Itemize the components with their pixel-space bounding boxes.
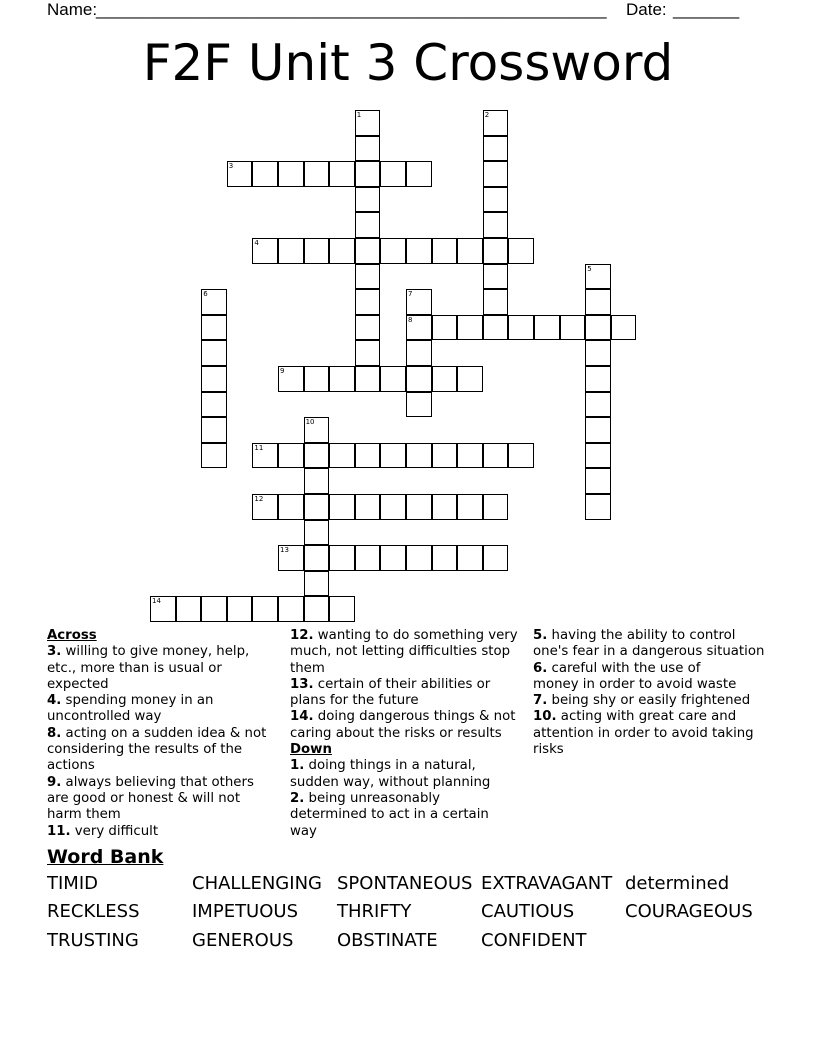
word-bank-item: TRUSTING — [47, 930, 139, 951]
grid-cell[interactable] — [406, 238, 432, 264]
grid-cell[interactable] — [483, 264, 509, 290]
grid-cell[interactable] — [201, 289, 227, 315]
grid-cell[interactable] — [457, 366, 483, 392]
grid-cell[interactable] — [355, 545, 381, 571]
grid-cell[interactable] — [406, 392, 432, 418]
grid-cell[interactable] — [483, 110, 509, 136]
clue-across-13 — [290, 677, 505, 710]
grid-cell[interactable] — [355, 366, 381, 392]
cell-number: 9 — [280, 367, 285, 375]
word-bank-item: SPONTANEOUS — [337, 873, 473, 894]
clue-across-4 — [47, 693, 279, 726]
grid-cell[interactable] — [304, 468, 330, 494]
grid-cell[interactable] — [252, 238, 278, 264]
clue-number: 3. — [47, 644, 62, 660]
grid-cell[interactable] — [380, 494, 406, 520]
clue-text: doing things in a natural, sudden way, without planning — [290, 758, 491, 790]
grid-cell[interactable] — [329, 596, 355, 622]
grid-cell[interactable] — [406, 494, 432, 520]
grid-cell[interactable] — [304, 571, 330, 597]
clue-across-8 — [47, 726, 283, 775]
grid-cell[interactable] — [483, 161, 509, 187]
grid-cell[interactable] — [483, 187, 509, 213]
cell-number: 2 — [484, 111, 490, 119]
clue-number: 13. — [290, 676, 314, 692]
grid-cell[interactable] — [329, 443, 355, 469]
clue-down-2 — [290, 791, 502, 840]
clue-number: 8. — [47, 725, 62, 741]
cell-number: 7 — [408, 290, 413, 299]
word-bank-item: determined — [625, 873, 730, 894]
word-bank-item: RECKLESS — [47, 901, 140, 922]
cell-number: 11 — [254, 443, 264, 452]
grid-cell[interactable] — [278, 366, 304, 392]
clue-across-12 — [290, 628, 526, 677]
grid-cell[interactable] — [278, 238, 304, 264]
grid-cell[interactable] — [585, 443, 611, 469]
grid-cell[interactable] — [585, 340, 611, 366]
grid-cell[interactable] — [304, 238, 330, 264]
grid-cell[interactable] — [176, 596, 202, 622]
grid-cell[interactable] — [355, 494, 381, 520]
name-label: Name: — [47, 0, 98, 19]
grid-cell[interactable] — [585, 468, 611, 494]
page-title: F2F Unit 3 Crossword — [142, 34, 674, 92]
clues-column-1 — [47, 628, 279, 840]
clue-down-6 — [533, 661, 748, 694]
clue-number: 14. — [290, 709, 314, 725]
grid-cell[interactable] — [406, 443, 432, 469]
clue-text: certain of their abilities or plans for the future — [290, 676, 491, 709]
word-bank-item: CONFIDENT — [481, 930, 587, 951]
clues-column-2 — [290, 628, 526, 840]
grid-cell[interactable] — [329, 494, 355, 520]
grid-cell[interactable] — [585, 289, 611, 315]
grid-cell[interactable] — [457, 238, 483, 264]
grid-cell[interactable] — [380, 161, 406, 187]
clue-down-10 — [533, 709, 765, 758]
grid-cell[interactable] — [304, 545, 330, 571]
clue-text: acting on a sudden idea & not considering the results of the actions — [47, 725, 267, 774]
cell-number: 4 — [254, 239, 259, 247]
cell-number: 1 — [356, 111, 362, 119]
date-field[interactable]: _______ — [673, 0, 740, 19]
grid-cell[interactable] — [457, 315, 483, 341]
clue-across-14 — [290, 709, 526, 742]
grid-cell[interactable] — [508, 238, 534, 264]
clue-text: being unreasonably determined to act in a certain way — [290, 790, 489, 839]
word-bank-item: CHALLENGING — [192, 873, 322, 894]
cell-number: 8 — [408, 315, 413, 324]
cell-number: 3 — [228, 162, 234, 171]
grid-cell[interactable] — [483, 443, 509, 469]
grid-cell[interactable] — [227, 596, 253, 622]
clue-number: 7. — [533, 693, 548, 709]
grid-cell[interactable] — [201, 315, 227, 341]
cell-number: 10 — [305, 418, 315, 427]
cell-number: 12 — [254, 495, 264, 503]
clue-number: 10. — [533, 709, 557, 725]
clue-across-9 — [47, 775, 262, 824]
clue-number: 6. — [533, 660, 548, 676]
clue-number: 5. — [533, 628, 548, 643]
grid-cell[interactable] — [201, 340, 227, 366]
grid-cell[interactable] — [355, 110, 381, 136]
grid-cell[interactable] — [304, 417, 330, 443]
grid-cell[interactable] — [585, 494, 611, 520]
grid-cell[interactable] — [329, 238, 355, 264]
grid-cell[interactable] — [432, 443, 458, 469]
grid-cell[interactable] — [483, 494, 509, 520]
grid-cell[interactable] — [355, 443, 381, 469]
grid-cell[interactable] — [355, 238, 381, 264]
grid-cell[interactable] — [508, 315, 534, 341]
grid-cell[interactable] — [355, 264, 381, 290]
cell-number: 13 — [280, 546, 289, 555]
clue-text: having the ability to control one's fear in a dangerous situation — [533, 628, 765, 660]
grid-cell[interactable] — [534, 315, 560, 341]
grid-cell[interactable] — [278, 494, 304, 520]
grid-cell[interactable] — [329, 366, 355, 392]
clue-number: 1. — [290, 758, 305, 774]
grid-cell[interactable] — [278, 545, 304, 571]
clue-text: very difficult — [74, 823, 159, 839]
grid-cell[interactable] — [278, 161, 304, 187]
clue-down-5 — [533, 628, 773, 661]
grid-cell[interactable] — [483, 315, 509, 341]
grid-cell[interactable] — [355, 289, 381, 315]
grid-cell[interactable] — [585, 392, 611, 418]
cell-number: 5 — [587, 264, 592, 273]
word-bank-item: THRIFTY — [337, 901, 412, 922]
grid-cell[interactable] — [304, 520, 330, 546]
clue-text: spending money in an uncontrolled way — [47, 693, 214, 725]
grid-cell[interactable] — [355, 315, 381, 341]
grid-cell[interactable] — [252, 494, 278, 520]
clue-number: 2. — [290, 790, 305, 806]
grid-cell[interactable] — [150, 596, 176, 622]
grid-cell[interactable] — [560, 315, 586, 341]
across-heading: Across — [47, 628, 97, 643]
grid-cell[interactable] — [304, 443, 330, 469]
clue-number: 9. — [47, 774, 62, 790]
name-field[interactable]: ______________________________________________________ — [96, 0, 607, 19]
grid-cell[interactable] — [432, 315, 458, 341]
cell-number: 6 — [203, 290, 208, 299]
grid-cell[interactable] — [611, 315, 637, 341]
clue-text: acting with great care and attention in order to avoid taking risks — [533, 709, 754, 758]
grid-cell[interactable] — [406, 366, 432, 392]
grid-cell[interactable] — [252, 443, 278, 469]
grid-cell[interactable] — [457, 545, 483, 571]
word-bank-item: IMPETUOUS — [192, 901, 299, 922]
grid-cell[interactable] — [304, 366, 330, 392]
clue-number: 11. — [47, 823, 71, 839]
grid-cell[interactable] — [508, 443, 534, 469]
word-bank-item: OBSTINATE — [337, 930, 438, 951]
clue-down-1 — [290, 758, 495, 791]
grid-cell[interactable] — [585, 264, 611, 290]
grid-cell[interactable] — [355, 340, 381, 366]
grid-cell[interactable] — [278, 443, 304, 469]
grid-cell[interactable] — [585, 417, 611, 443]
grid-cell[interactable] — [406, 340, 432, 366]
word-bank-heading: Word Bank — [47, 846, 164, 868]
down-heading: Down — [290, 742, 332, 758]
grid-cell[interactable] — [585, 315, 611, 341]
clue-text: always believing that others are good or honest & will not harm them — [47, 774, 254, 823]
grid-cell[interactable] — [329, 161, 355, 187]
grid-cell[interactable] — [304, 494, 330, 520]
grid-cell[interactable] — [457, 494, 483, 520]
grid-cell[interactable] — [483, 136, 509, 162]
clue-across-3 — [47, 644, 279, 693]
grid-cell[interactable] — [406, 161, 432, 187]
clues-column-3 — [533, 628, 773, 758]
word-bank-item: GENEROUS — [192, 930, 294, 951]
grid-cell[interactable] — [278, 596, 304, 622]
grid-cell[interactable] — [201, 392, 227, 418]
grid-cell[interactable] — [432, 366, 458, 392]
grid-cell[interactable] — [483, 212, 509, 238]
grid-cell[interactable] — [380, 443, 406, 469]
cell-number: 14 — [152, 597, 161, 606]
clue-text: wanting to do something very much, not letting difficulties stop them — [290, 628, 518, 676]
grid-cell[interactable] — [432, 494, 458, 520]
grid-cell[interactable] — [201, 417, 227, 443]
grid-cell[interactable] — [304, 596, 330, 622]
grid-cell[interactable] — [406, 289, 432, 315]
grid-cell[interactable] — [201, 366, 227, 392]
grid-cell[interactable] — [252, 161, 278, 187]
grid-cell[interactable] — [406, 315, 432, 341]
clue-down-7 — [533, 693, 773, 709]
grid-cell[interactable] — [201, 443, 227, 469]
word-bank-item: EXTRAVAGANT — [481, 873, 613, 894]
word-bank-item: TIMID — [47, 873, 99, 894]
clue-text: willing to give money, help, etc., more than is usual or expected — [47, 644, 250, 692]
clue-text: being shy or easily frightened — [551, 693, 751, 709]
grid-cell[interactable] — [201, 596, 227, 622]
grid-cell[interactable] — [329, 545, 355, 571]
grid-cell[interactable] — [432, 238, 458, 264]
grid-cell[interactable] — [483, 238, 509, 264]
grid-cell[interactable] — [380, 366, 406, 392]
grid-cell[interactable] — [355, 187, 381, 213]
grid-cell[interactable] — [585, 366, 611, 392]
grid-cell[interactable] — [380, 238, 406, 264]
grid-cell[interactable] — [355, 212, 381, 238]
grid-cell[interactable] — [432, 545, 458, 571]
clue-number: 4. — [47, 693, 62, 709]
grid-cell[interactable] — [380, 545, 406, 571]
clue-across-11 — [47, 824, 279, 840]
clue-text: careful with the use of money in order to avoid waste — [533, 660, 737, 692]
grid-cell[interactable] — [483, 545, 509, 571]
grid-cell[interactable] — [304, 161, 330, 187]
word-bank-item: CAUTIOUS — [481, 901, 575, 922]
clue-number: 12. — [290, 628, 314, 643]
clue-text: doing dangerous things & not caring about the risks or results — [290, 709, 516, 741]
grid-cell[interactable] — [355, 136, 381, 162]
word-bank-item: COURAGEOUS — [625, 901, 753, 922]
grid-cell[interactable] — [406, 545, 432, 571]
grid-cell[interactable] — [483, 289, 509, 315]
grid-cell[interactable] — [457, 443, 483, 469]
grid-cell[interactable] — [355, 161, 381, 187]
grid-cell[interactable] — [227, 161, 253, 187]
grid-cell[interactable] — [252, 596, 278, 622]
date-label: Date: — [626, 0, 667, 19]
